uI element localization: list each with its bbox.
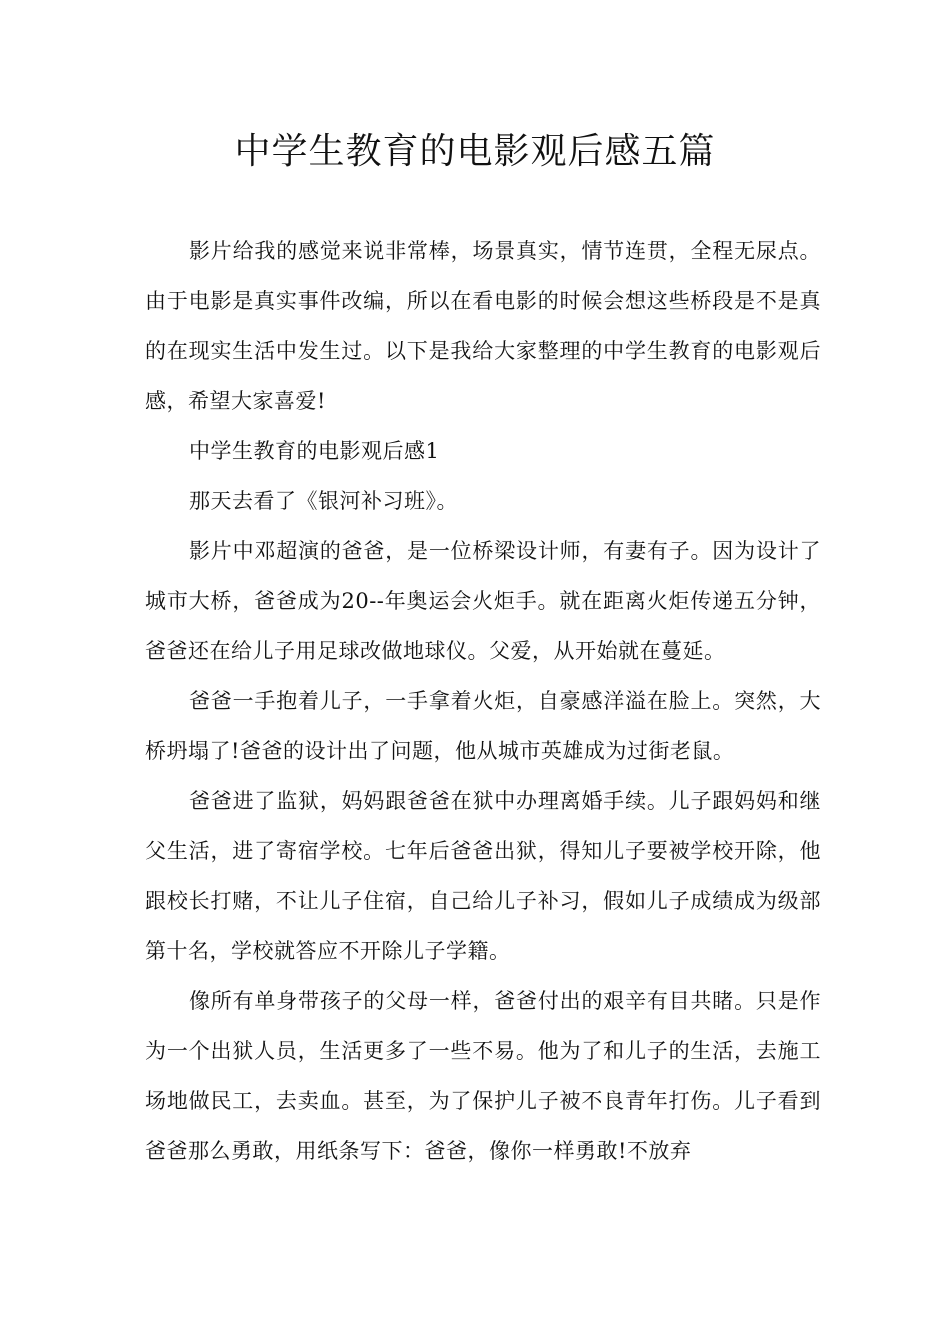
document-title: 中学生教育的电影观后感五篇 xyxy=(234,131,716,172)
body-paragraph: 那天去看了《银河补习班》。 xyxy=(189,489,458,513)
body-paragraph: 影片中邓超演的爸爸，是一位桥梁设计师，有妻有子。因为设计了城市大桥，爸爸成为20--年奥运会火炬手。就在距离火炬传递五分钟，爸爸还在给儿子用足球改做地球仪。父爱，从开始就在蔓延。 xyxy=(145,539,821,663)
body-paragraph: 爸爸进了监狱，妈妈跟爸爸在狱中办理离婚手续。儿子跟妈妈和继父生活，进了寄宿学校。七年后爸爸出狱，得知儿子要被学校开除，他跟校长打赌，不让儿子住宿，自己给儿子补习，假如儿子成绩成为级部第十名，学校就答应不开除儿子学籍。 xyxy=(145,789,821,963)
section-heading: 中学生教育的电影观后感1 xyxy=(189,439,440,463)
intro-paragraph: 影片给我的感觉来说非常棒，场景真实，情节连贯，全程无尿点。由于电影是真实事件改编，所以在看电影的时候会想这些桥段是不是真的在现实生活中发生过。以下是我给大家整理的中学生教育的电影观后感，希望大家喜爱! xyxy=(145,239,821,413)
document-body xyxy=(145,226,821,1176)
body-paragraph: 爸爸一手抱着儿子，一手拿着火炬，自豪感洋溢在脸上。突然，大桥坍塌了!爸爸的设计出了问题，他从城市英雄成为过街老鼠。 xyxy=(145,689,821,763)
body-paragraph: 像所有单身带孩子的父母一样，爸爸付出的艰辛有目共睹。只是作为一个出狱人员，生活更多了一些不易。他为了和儿子的生活，去施工场地做民工，去卖血。甚至，为了保护儿子被不良青年打伤。儿子看到爸爸那么勇敢，用纸条写下：爸爸，像你一样勇敢!不放弃 xyxy=(145,989,821,1163)
